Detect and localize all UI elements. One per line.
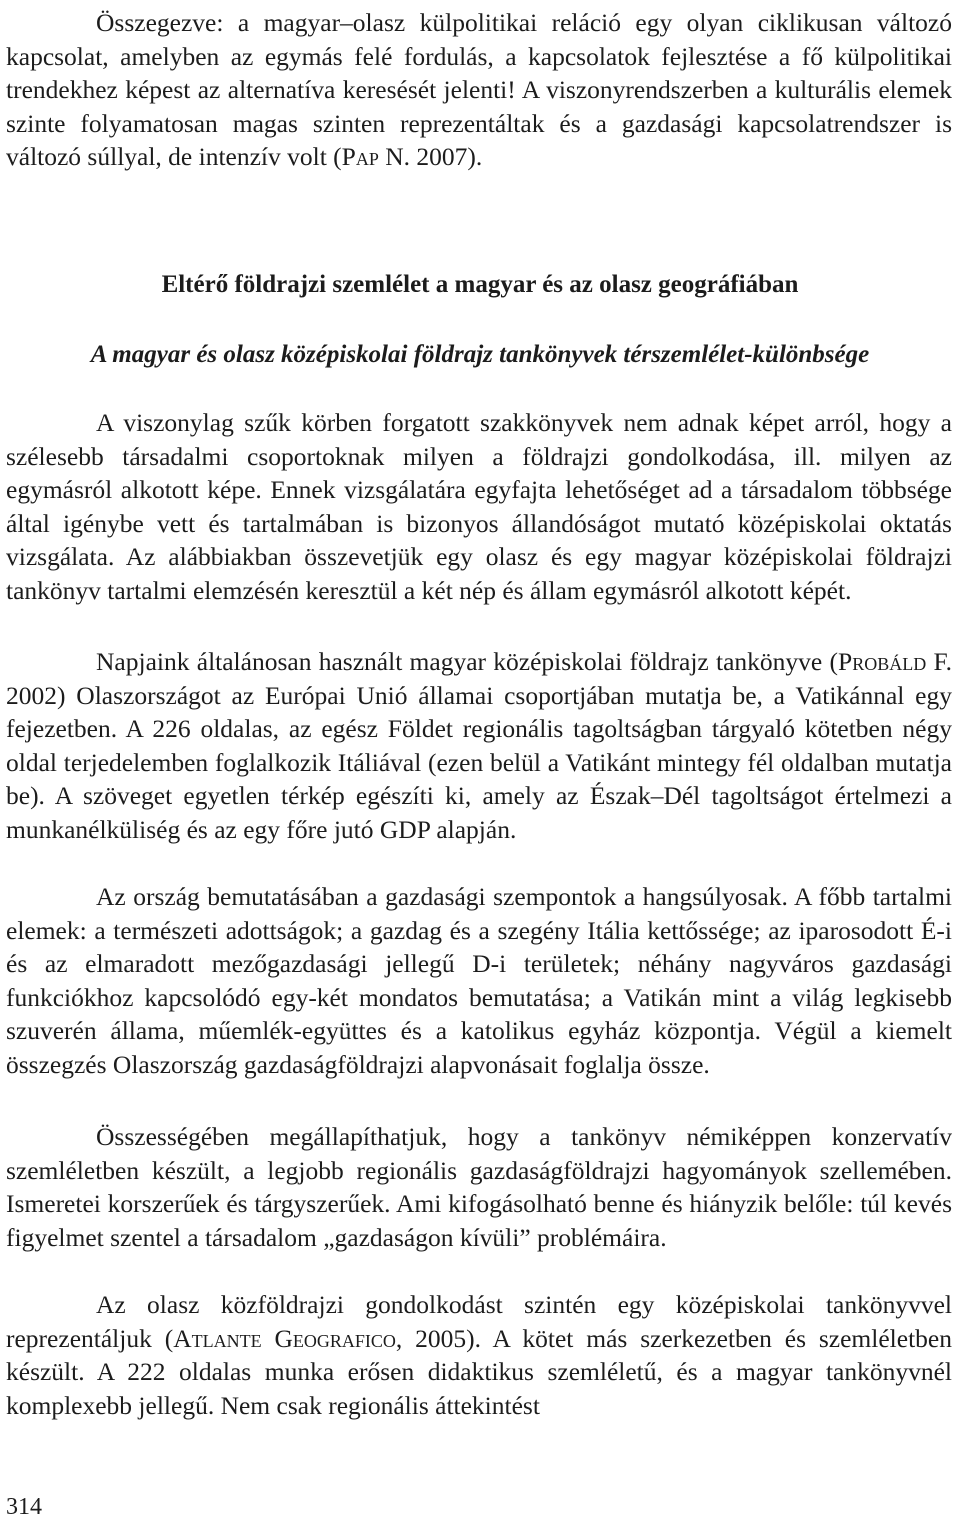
section-heading: Eltérő földrajzi szemlélet a magyar és az olasz geográfiában bbox=[161, 271, 799, 298]
paragraph-2 bbox=[6, 645, 952, 846]
paragraph-5-text-a: Az olasz közföldrajzi gondolkodást szintén egy középiskolai tankönyvvel reprezentáljuk ( bbox=[6, 1290, 952, 1353]
section-subheading: A magyar és olasz középiskolai földrajz tankönyvek térszemlélet-különbsége bbox=[90, 341, 870, 368]
paragraph-4: Összességében megállapíthatjuk, hogy a tankönyv némiképpen konzervatív szemléletben készült, a legjobb regionális gazdaságföldrajzi hagyományok szellemében. Ismeretei korszerűek és tárgyszerűek. Ami kifogásolható benne és hiányzik belőle: túl kevés figyelmet szentel a társadalom „gazdaságon kívüli” problémáira. bbox=[6, 1122, 952, 1252]
intro-text-a: Összegezve: a magyar–olasz külpolitikai reláció egy olyan ciklikusan változó kapcsolat, amelyben az egymás felé fordulás, a kapcsolatok fejlesztése a fő külpolitikai trendekhez képest az alternatíva keresését jelenti! A viszonyrendszerben a kulturális elemek szinte folyamatosan magas szinten reprezentáltak és a gazdasági kapcsolatrendszer is változó súllyal, de intenzív volt ( bbox=[6, 8, 952, 171]
paragraph-1: A viszonylag szűk körben forgatott szakkönyvek nem adnak képet arról, hogy a szélesebb társadalmi csoportoknak milyen a földrajzi gondolkodása, ill. milyen az egymásról alkotott képe. Ennek vizsgálatára egyfajta lehetőséget ad a társadalom többsége által igénybe vett és tartalmában is bizonyos állandóságot mutató középiskolai oktatás vizsgálata. Az alábbiakban összevetjük egy olasz és egy magyar középiskolai földrajzi tankönyv tartalmi elemzésén keresztül a két nép és állam egymásról alkotott képét. bbox=[6, 408, 952, 605]
paragraph-5-text-b: , 2005). A kötet más szerkezetben és szemléletben készült. A 222 oldalas munka erősen didaktikus szemléletű, és a magyar tankönyvnél komplexebb jellegű. Nem csak regionális áttekintést bbox=[6, 1323, 952, 1420]
paragraph-5 bbox=[6, 1288, 952, 1422]
paragraph-2-text-a: Napjaink általánosan használt magyar középiskolai földrajz tankönyve ( bbox=[96, 647, 839, 676]
page-number: 314 bbox=[6, 1494, 42, 1520]
paragraph-2-text-b: F. 2002) Olaszországot az Európai Unió államai csoportjában mutatja be, a Vatikánnal egy fejezetben. A 226 oldalas, az egész Földet regionális tagoltságban tárgyaló kötetben négy oldal terjedelemben foglalkozik Itáliával (ezen belül a Vatikánt mintegy fél oldalban mutatja be). A szöveget egyetlen térkép egészíti ki, amely az Észak–Dél tagoltságot értelmezi a munkanélküliség és az egy főre jutó GDP alapján. bbox=[6, 647, 952, 844]
citation-title: Atlante Geografico bbox=[173, 1323, 396, 1353]
intro-text-b: N. 2007). bbox=[378, 142, 483, 171]
citation-author: Probáld bbox=[838, 647, 927, 676]
citation-author: Pap bbox=[341, 142, 379, 171]
intro-paragraph bbox=[6, 6, 952, 174]
paragraph-3: Az ország bemutatásában a gazdasági szempontok a hangsúlyosak. A főbb tartalmi elemek: a természeti adottságok; a gazdag és a szegény Itália kettőssége; az iparosodott É-i és az elmaradott mezőgazdasági jellegű D-i területek; néhány nagyváros gazdasági funkciókhoz kapcsolódó egy-két mondatos bemutatása; a Vatikán mint a világ legkisebb szuverén államа, műemlék-együttes és a katolikus egyház központja. Végül a kiemelt összegzés Olaszország gazdaságföldrajzi alapvonásait foglalja össze. bbox=[6, 882, 952, 1079]
